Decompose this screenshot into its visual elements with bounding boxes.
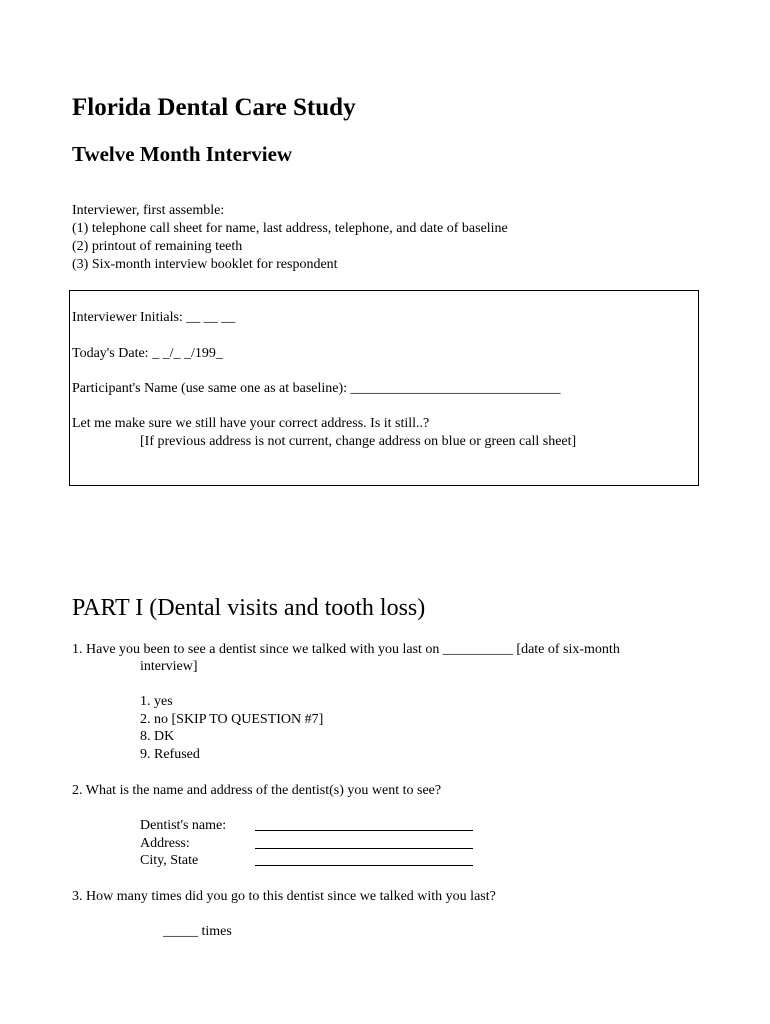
question-2-text: 2. What is the name and address of the dentist(s) you went to see? (72, 783, 442, 798)
dentist-name-line (255, 817, 473, 836)
question-1-text: 1. Have you been to see a dentist since we talked with you last on __________ [date of six-month (72, 642, 620, 657)
instruction-item-3: (3) Six-month interview booklet for respondent (72, 257, 338, 272)
question-3-answer: _____ times (163, 924, 232, 939)
address-check-note: [If previous address is not current, change address on blue or green call sheet] (140, 434, 577, 449)
instruction-item-1: (1) telephone call sheet for name, last address, telephone, and date of baseline (72, 221, 508, 236)
question-1-options (140, 693, 323, 764)
address-label: Address: (140, 836, 190, 851)
participant-name-field: Participant's Name (use same one as at baseline): ______________________________ (72, 381, 561, 396)
interviewer-initials-field: Interviewer Initials: __ __ __ (72, 310, 236, 325)
question-1-text-cont: interview] (140, 659, 198, 674)
question-1-option: 8. DK (140, 729, 175, 745)
part-1-heading: PART I (Dental visits and tooth loss) (72, 595, 426, 621)
todays-date-field: Today's Date: _ _/_ _/199_ (72, 346, 223, 361)
dentist-name-label: Dentist's name: (140, 818, 227, 833)
city-state-label: City, State (140, 853, 199, 868)
instruction-item-2: (2) printout of remaining teeth (72, 239, 243, 254)
document-subtitle: Twelve Month Interview (72, 142, 293, 166)
city-state-line (255, 852, 473, 871)
question-1-option: 1. yes (140, 694, 173, 709)
instructions-intro: Interviewer, first assemble: (72, 203, 225, 218)
question-1-option: 9. Refused (140, 747, 200, 763)
question-1-option: 2. no [SKIP TO QUESTION #7] (140, 711, 324, 727)
address-check-text: Let me make sure we still have your correct address. Is it still..? (72, 416, 430, 431)
document-title: Florida Dental Care Study (72, 94, 356, 121)
question-3-text: 3. How many times did you go to this dentist since we talked with you last? (72, 889, 496, 904)
